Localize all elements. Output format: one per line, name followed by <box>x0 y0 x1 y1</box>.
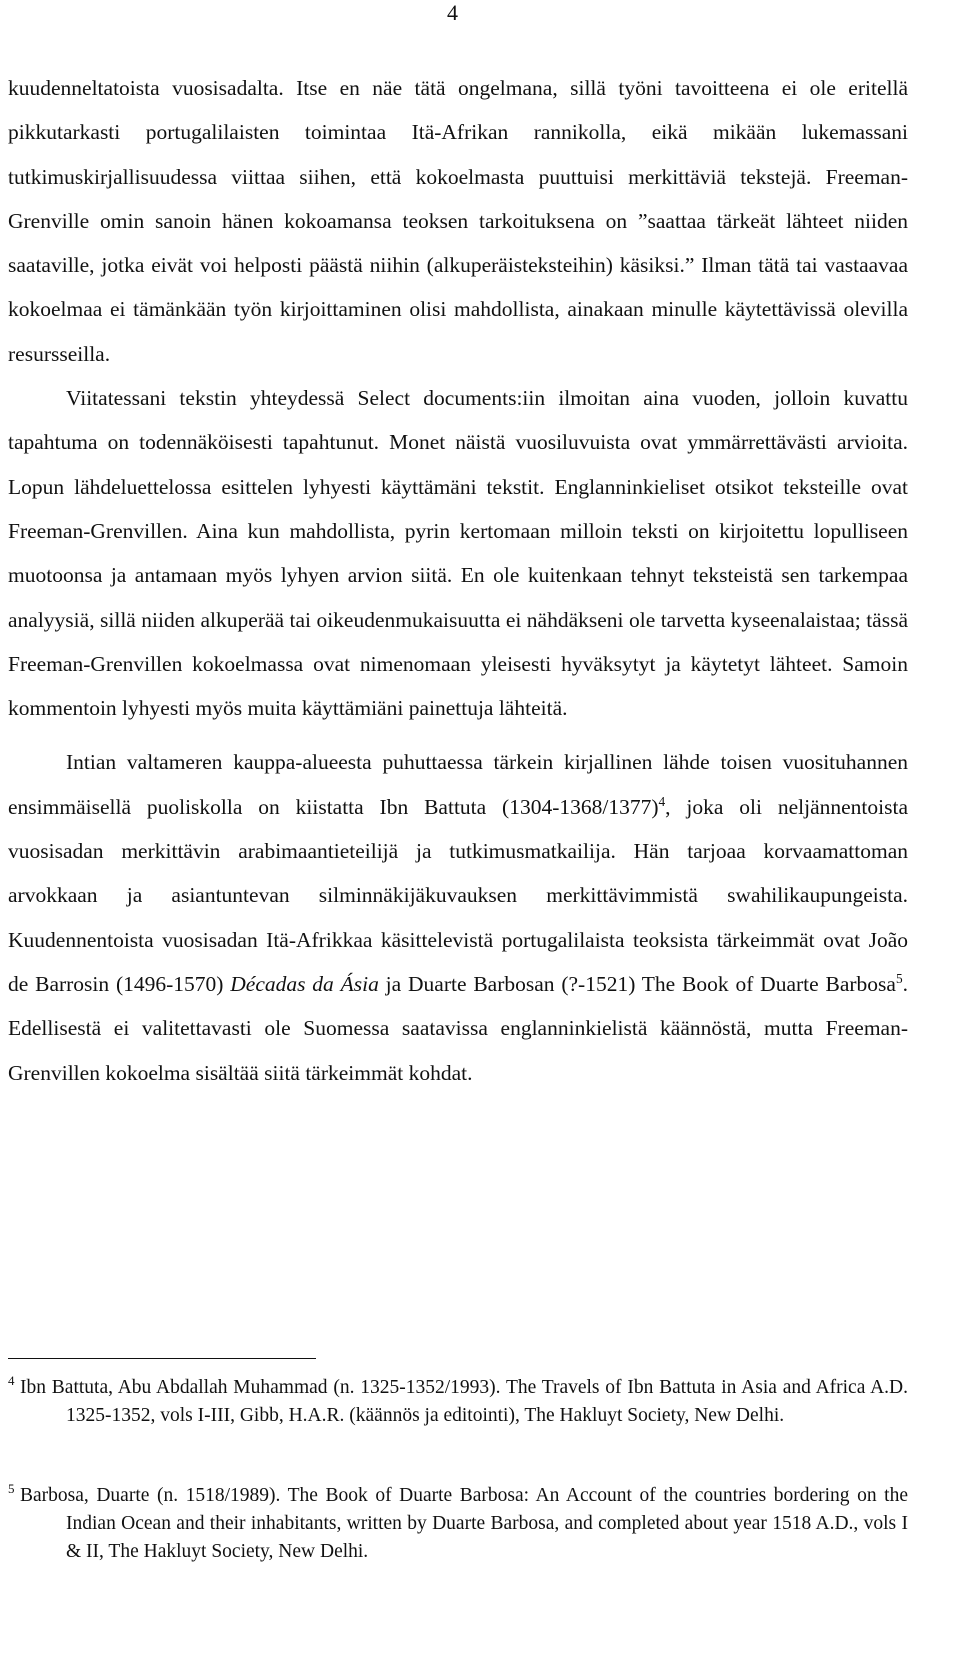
paragraph-1: kuudenneltatoista vuosisadalta. Itse en näe tätä ongelmana, sillä työni tavoitteena ei ole eritellä pikkutarkasti portugalilaisten toimintaa Itä-Afrikan rannikolla, eikä mikään lukemassani tutkimuskirjallisuudessa viittaa siihen, että kokoelmasta puuttuisi merkittäviä tekstejä. Freeman-Grenville omin sanoin hänen kokoamansa teoksen tarkoituksena on ”saattaa tärkeät lähteet niiden saataville, jotka eivät voi helposti päästä niihin (alkuperäisteksteihin) käsiksi.” Ilman tätä tai vastaavaa kokoelmaa ei tämänkään työn kirjoittaminen olisi mahdollista, ainakaan minulle käytettävissä olevilla resursseilla. <box>8 76 908 366</box>
footnote-separator <box>8 1358 316 1359</box>
paragraph-3-part-a: Intian valtameren kauppa-alueesta puhuttaessa tärkein kirjallinen lähde toisen vuosituhannen ensimmäisellä puoliskolla on kiistatta Ibn Battuta (1304-1368/1377) <box>8 750 908 819</box>
paragraph-3-title-italic: Décadas da Ásia <box>230 971 379 996</box>
footnote-5-text: Barbosa, Duarte (n. 1518/1989). The Book of Duarte Barbosa: An Account of the countries bordering on the Indian Ocean and their inhabitants, written by Duarte Barbosa, and completed about year 1518 A.D., vols I & II, The Hakluyt Society, New Delhi. <box>20 1485 908 1562</box>
page-number: 4 <box>447 0 458 25</box>
footnote-4 <box>8 1374 908 1430</box>
footnote-5-number: 5 <box>8 1481 15 1496</box>
paragraph-2: Viitatessani tekstin yhteydessä Select documents:iin ilmoitan aina vuoden, jolloin kuvattu tapahtuma on todennäköisesti tapahtunut. Monet näistä vuosiluvuista ovat ymmärrettävästi arvioita. Lopun lähdeluettelossa esittelen lyhyesti käyttämäni tekstit. Englanninkieliset otsikot teksteille ovat Freeman-Grenvillen. Aina kun mahdollista, pyrin kertomaan milloin teksti on kirjoitettu lopulliseen muotoonsa ja antamaan myös lyhyen arvion siitä. En ole kuitenkaan tehnyt teksteistä sen tarkempaa analyysiä, sillä niiden alkuperää tai oikeudenmukaisuutta ei nähdäkseni ole tarvetta kyseenalaistaa; tässä Freeman-Grenvillen kokoelmassa ovat nimenomaan yleisesti hyväksytyt ja käytetyt lähteet. Samoin kommentoin lyhyesti myös muita käyttämiäni painettuja lähteitä. <box>8 386 908 721</box>
paragraph-3-part-d: . Edellisestä ei valitettavasti ole Suomessa saatavissa englanninkielistä käännöstä, mutta Freeman-Grenvillen kokoelma sisältää siitä tärkeimmät kohdat. <box>8 971 908 1085</box>
body-text <box>8 66 908 1095</box>
footnote-ref-4: 4 <box>658 793 666 809</box>
footnote-ref-5: 5 <box>895 970 903 986</box>
footnote-4-text: Ibn Battuta, Abu Abdallah Muhammad (n. 1325-1352/1993). The Travels of Ibn Battuta in Asia and Africa A.D. 1325-1352, vols I-III, Gibb, H.A.R. (käännös ja editointi), The Hakluyt Society, New Delhi. <box>20 1377 908 1426</box>
paragraph-3-part-b: , joka oli neljännentoista vuosisadan merkittävin arabimaantieteilijä ja tutkimusmatkailija. Hän tarjoaa korvaamattoman arvokkaan ja asiantuntevan silminnäkijäkuvauksen merkittävimmistä swahilikaupungeista. Kuudennentoista vuosisadan Itä-Afrikkaa käsittelevistä portugalilaista teoksista tärkeimmät ovat João de Barrosin (1496-1570) <box>8 794 908 996</box>
paragraph-3 <box>8 740 908 1094</box>
footnote-5 <box>8 1482 908 1566</box>
footnote-4-number: 4 <box>8 1373 15 1388</box>
paragraph-3-part-c: ja Duarte Barbosan (?-1521) The Book of Duarte Barbosa <box>378 971 896 996</box>
